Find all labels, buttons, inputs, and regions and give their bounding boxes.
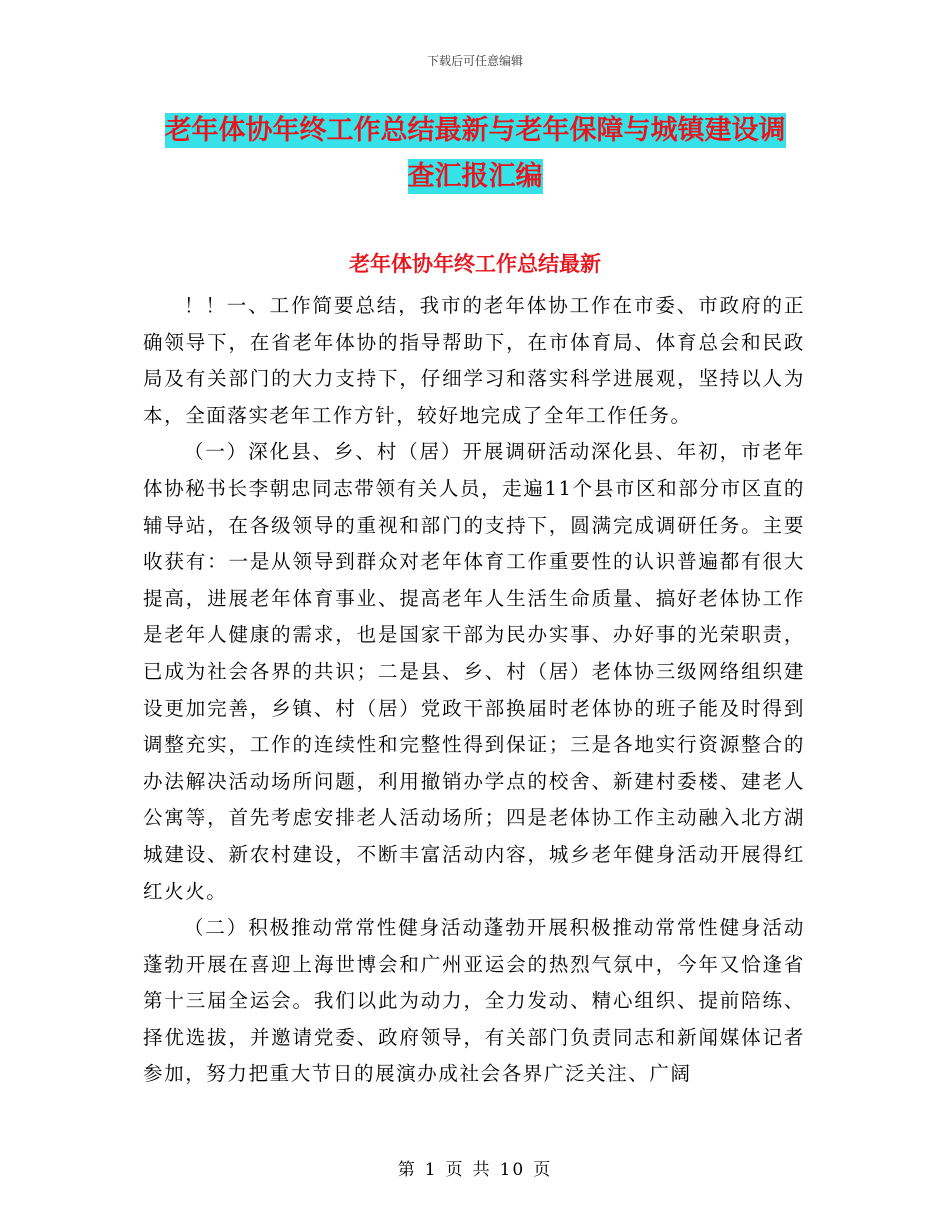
paragraph-1: ！！一、工作简要总结，我市的老年体协工作在市委、市政府的正确领导下，在省老年体协的指导帮助下，在市体育局、体育总会和民政局及有关部门的大力支持下，仔细学习和落实科学进展观，坚持以人为本，全面落实老年工作方针，较好地完成了全年工作任务。	[143, 294, 805, 427]
page-footer	[0, 1155, 950, 1180]
footer-suffix: 页	[533, 1160, 553, 1180]
footer-prefix: 第	[397, 1160, 417, 1180]
paragraph-2: （一）深化县、乡、村（居）开展调研活动深化县、年初，市老年体协秘书长李朝忠同志带领有关人员，走遍11个县市区和部分市区直的辅导站，在各级领导的重视和部门的支持下，圆满完成调研任务。主要收获有：一是从领导到群众对老年体育工作重要性的认识普遍都有很大提高，进展老年体育事业、提高老年人生活生命质量、搞好老体协工作是老年人健康的需求，也是国家干部为民办实事、办好事的光荣职责，已成为社会各界的共识；二是县、乡、村（居）老体协三级网络组织建设更加完善，乡镇、村（居）党政干部换届时老体协的班子能及时得到调整充实，工作的连续性和完整性得到保证；三是各地实行资源整合的办法解决活动场所问题，利用撤销办学点的校舍、新建村委楼、建老人公寓等，首先考虑安排老人活动场所；四是老体协工作主动融入北方湖城建设、新农村建设，不断丰富活动内容，城乡老年健身活动开展得红红火火。	[143, 440, 805, 903]
document-body	[143, 288, 805, 1093]
footer-total-word: 共	[472, 1160, 492, 1180]
footer-page-word: 页	[445, 1160, 465, 1180]
document-title-line-2: 查汇报汇编	[407, 161, 543, 192]
page-number: 1	[424, 1160, 438, 1180]
document-title-line-1: 老年体协年终工作总结最新与老年保障与城镇建设调	[164, 115, 786, 146]
document-title	[140, 108, 810, 200]
total-pages: 10	[499, 1160, 526, 1180]
paragraph-3: （二）积极推动常常性健身活动蓬勃开展积极推动常常性健身活动蓬勃开展在喜迎上海世博会和广州亚运会的热烈气氛中，今年又恰逢省第十三届全运会。我们以此为动力，全力发动、精心组织、提前陪练、择优选拔，并邀请党委、政府领导，有关部门负责同志和新闻媒体记者参加，努力把重大节日的展演办成社会各界广泛关注、广阔	[143, 916, 805, 1086]
header-note: 下载后可任意编辑	[426, 54, 523, 68]
section-title: 老年体协年终工作总结最新	[349, 252, 601, 276]
